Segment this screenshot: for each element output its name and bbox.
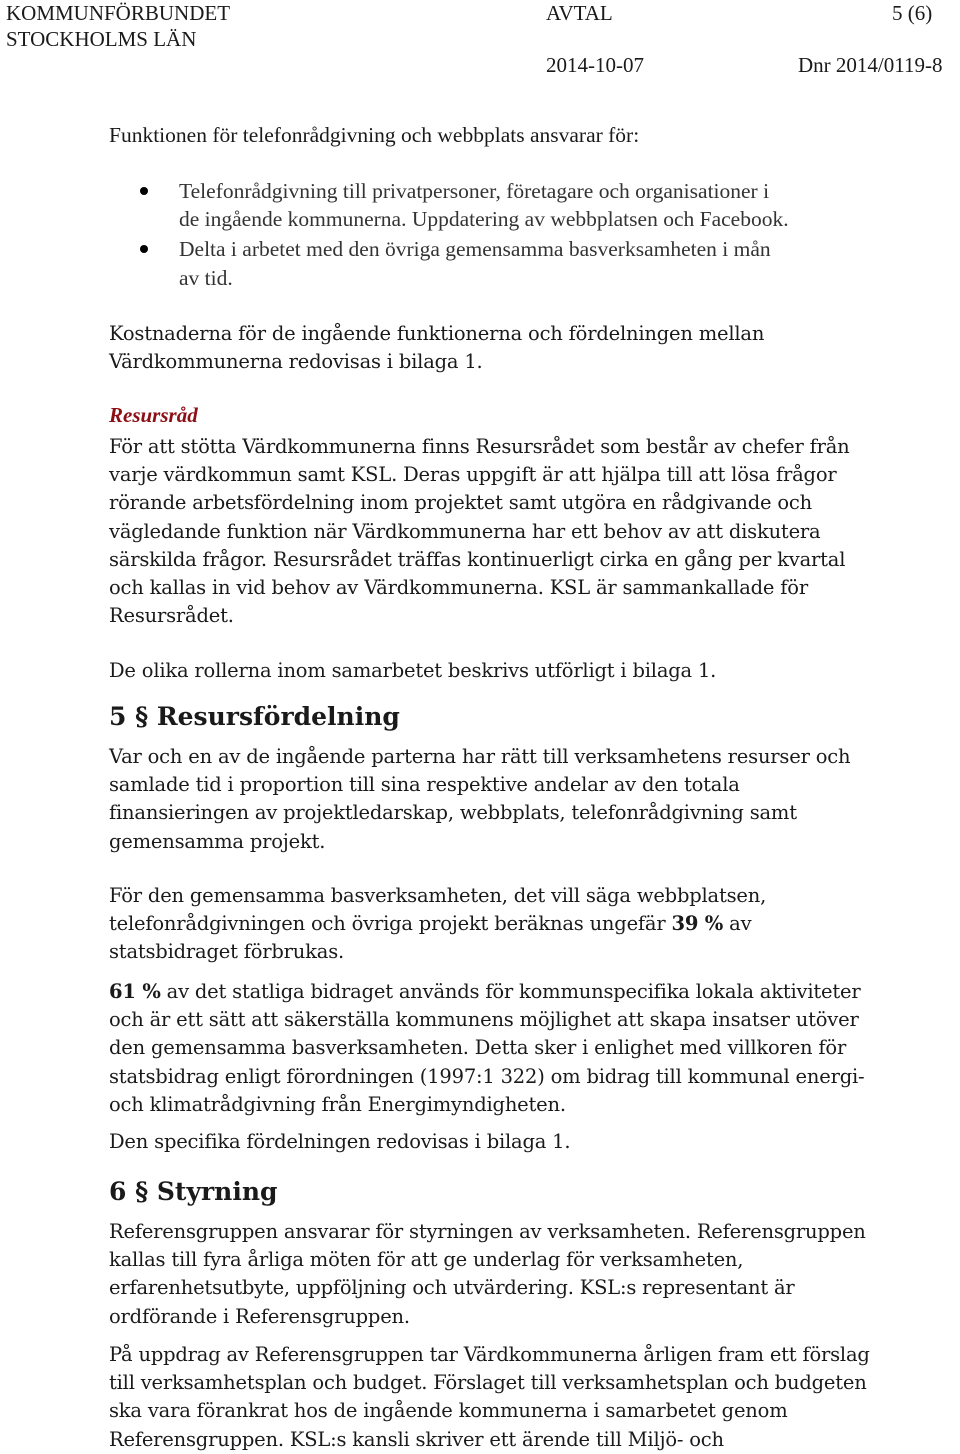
bullet-icon: [140, 187, 148, 195]
resursrad-paragraph: [109, 433, 909, 630]
text-span: telefonrådgivningen och övriga projekt beräknas ungefär: [109, 912, 672, 936]
doc-dnr: Dnr 2014/0119-8: [798, 53, 943, 77]
paragraph-line: Referensgruppen ansvarar för styrningen av verksamheten. Referensgruppen: [109, 1220, 866, 1243]
resursrad-heading: Resursråd: [109, 403, 198, 427]
bullet-1-line2: de ingående kommunerna. Uppdatering av webbplatsen och Facebook.: [179, 207, 789, 231]
paragraph-line: Referensgruppen. KSL:s kansli skriver ett ärende till Miljö- och: [109, 1427, 724, 1451]
paragraph-line: [109, 978, 909, 1006]
page-number: 5 (6): [892, 1, 933, 25]
paragraph-line: Var och en av de ingående parterna har rätt till verksamhetens resurser och: [109, 745, 851, 768]
section-5-paragraph-3: [109, 978, 909, 1119]
paragraph-line: [109, 910, 909, 938]
paragraph-line: kallas till fyra årliga möten för att ge underlag för verksamheten,: [109, 1248, 744, 1272]
section-5-heading: 5 § Resursfördelning: [109, 702, 400, 731]
section-6-paragraph-2: [109, 1341, 909, 1454]
paragraph-line: samlade tid i proportion till sina respektive andelar av den totala: [109, 773, 740, 797]
doc-date: 2014-10-07: [546, 53, 644, 77]
costs-line: Kostnaderna för de ingående funktionerna och fördelningen mellan: [109, 322, 765, 345]
paragraph-line: statsbidraget förbrukas.: [109, 940, 345, 964]
percentage-61: 61 %: [109, 980, 161, 1003]
bullet-icon: [140, 245, 148, 253]
section-5-paragraph-2: [109, 882, 909, 967]
paragraph-line: och kallas in vid behov av Värdkommunerna. KSL är sammankallade för: [109, 576, 808, 600]
paragraph-line: den gemensamma basverksamheten. Detta sker i enlighet med villkoren för: [109, 1036, 847, 1060]
paragraph-line: erfarenhetsutbyte, uppföljning och utvärdering. KSL:s representant är: [109, 1276, 795, 1300]
roles-text: De olika rollerna inom samarbetet beskrivs utförligt i bilaga 1.: [109, 659, 717, 682]
bullet-2-line2: av tid.: [179, 266, 233, 290]
paragraph-line: Resursrådet.: [109, 604, 234, 628]
paragraph-line: varje värdkommun samt KSL. Deras uppgift är att hjälpa till att lösa frågor: [109, 463, 837, 487]
section-5-paragraph-4: Den specifika fördelningen redovisas i bilaga 1.: [109, 1130, 571, 1153]
paragraph-line: rörande arbetsfördelning inom projektet samt utgöra en rådgivande och: [109, 491, 812, 515]
paragraph-line: till verksamhetsplan och budget. Förslaget till verksamhetsplan och budgeten: [109, 1371, 867, 1395]
section-5-paragraph-1: [109, 743, 909, 856]
paragraph-line: För den gemensamma basverksamheten, det vill säga webbplatsen,: [109, 884, 767, 907]
paragraph-line: finansieringen av projektledarskap, webbplats, telefonrådgivning samt: [109, 801, 797, 825]
percentage-39: 39 %: [671, 912, 724, 936]
paragraph-line: gemensamma projekt.: [109, 829, 326, 853]
doc-type: AVTAL: [546, 1, 613, 25]
paragraph-line: ska vara förankrat hos de ingående kommunerna i samarbetet genom: [109, 1399, 788, 1423]
costs-paragraph: [109, 320, 909, 376]
bullet-1-line1: Telefonrådgivning till privatpersoner, företagare och organisationer i: [179, 179, 770, 203]
paragraph-line: För att stötta Värdkommunerna finns Resursrådet som består av chefer från: [109, 435, 850, 458]
paragraph-line: och är ett sätt att säkerställa kommunens möjlighet att skapa insatser utöver: [109, 1008, 859, 1032]
paragraph-line: särskilda frågor. Resursrådet träffas kontinuerligt cirka en gång per kvartal: [109, 547, 846, 571]
section-6-paragraph-1: [109, 1218, 909, 1331]
paragraph-line: ordförande i Referensgruppen.: [109, 1304, 410, 1328]
paragraph-line: och klimatrådgivning från Energimyndigheten.: [109, 1092, 566, 1116]
text-span: av: [723, 912, 752, 936]
org-name-line2: STOCKHOLMS LÄN: [6, 27, 197, 51]
paragraph-line: statsbidrag enligt förordningen (1997:1 322) om bidrag till kommunal energi-: [109, 1064, 865, 1088]
costs-line: Värdkommunerna redovisas i bilaga 1.: [109, 350, 483, 374]
section-6-heading: 6 § Styrning: [109, 1177, 278, 1206]
paragraph-line: På uppdrag av Referensgruppen tar Värdkommunerna årligen fram ett förslag: [109, 1343, 870, 1366]
intro-text: Funktionen för telefonrådgivning och webbplats ansvarar för:: [109, 123, 640, 147]
text-span: av det statliga bidraget används för kommunspecifika lokala aktiviteter: [160, 980, 861, 1003]
org-name-line1: KOMMUNFÖRBUNDET: [6, 1, 231, 25]
bullet-2-line1: Delta i arbetet med den övriga gemensamma basverksamheten i mån: [179, 237, 771, 261]
paragraph-line: vägledande funktion när Värdkommunerna har ett behov av att diskutera: [109, 519, 821, 543]
